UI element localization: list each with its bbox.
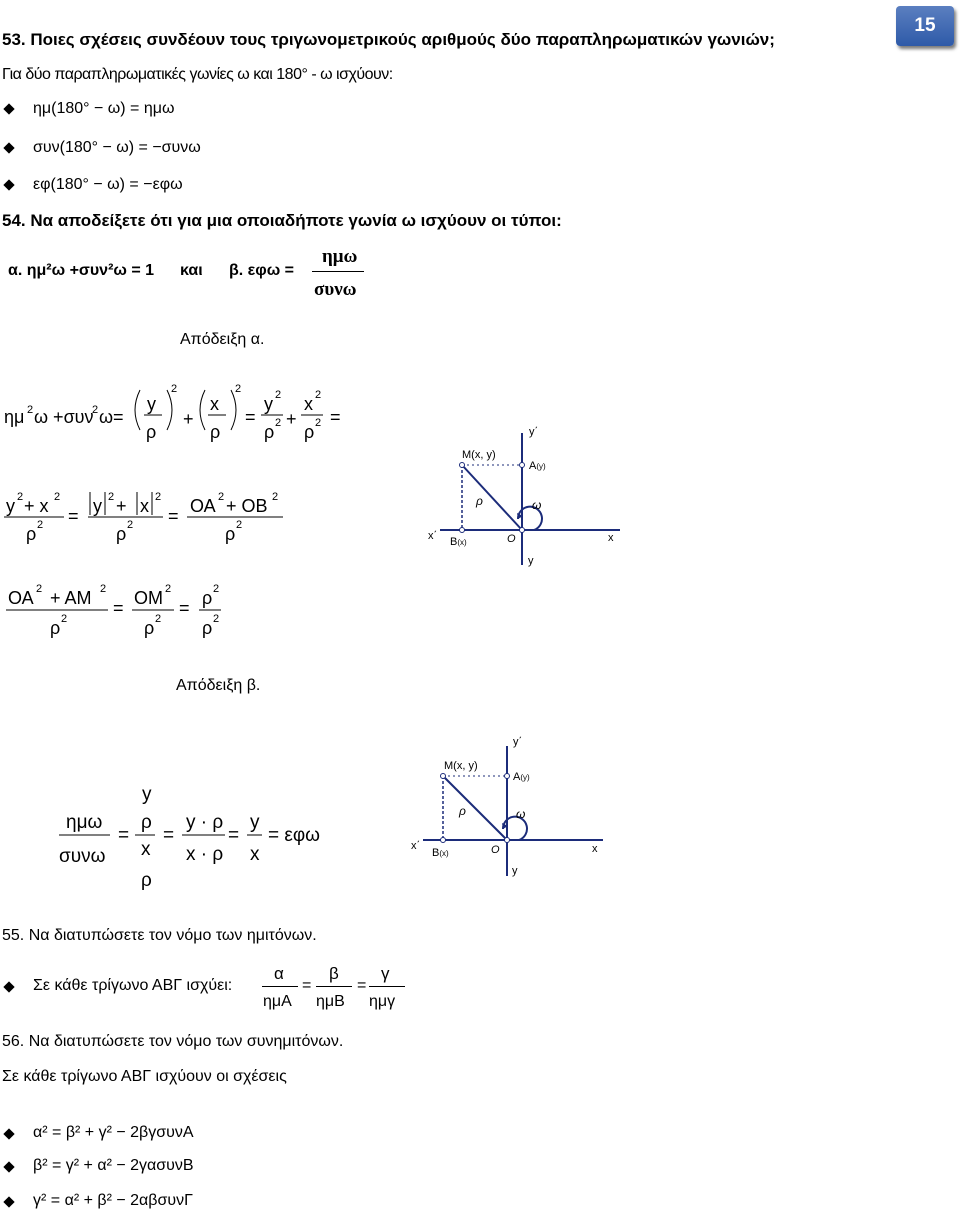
- svg-text:=: =: [168, 506, 179, 526]
- svg-text:=: =: [245, 407, 256, 427]
- svg-text:2: 2: [315, 389, 322, 401]
- label-x-axis: x: [608, 532, 614, 544]
- svg-text:ρ: ρ: [304, 422, 315, 442]
- svg-text:ρ: ρ: [202, 618, 213, 638]
- svg-text:ΟΑ: ΟΑ: [190, 496, 216, 516]
- svg-text:+: +: [116, 496, 127, 516]
- svg-text:2: 2: [100, 583, 107, 595]
- svg-text:y: y: [142, 784, 152, 805]
- fraction-line: [312, 271, 364, 272]
- svg-text:y: y: [147, 394, 156, 414]
- bullet-icon: [3, 1128, 14, 1139]
- q56-intro: Σε κάθε τρίγωνο ΑΒΓ ισχύουν οι σχέσεις: [2, 1068, 287, 1085]
- svg-text:συνω: συνω: [59, 846, 106, 867]
- fraction-line: [369, 986, 405, 987]
- svg-text:2: 2: [36, 583, 43, 595]
- svg-text:2: 2: [213, 613, 220, 625]
- svg-text:2: 2: [127, 519, 134, 531]
- svg-text:ρ: ρ: [146, 422, 157, 442]
- svg-text:=: =: [228, 825, 240, 846]
- svg-text:=: =: [113, 598, 124, 618]
- svg-text:+: +: [286, 409, 297, 429]
- q53-item-3: εφ(180° − ω) = −εφω: [33, 176, 183, 193]
- svg-text:x: x: [210, 394, 219, 414]
- q55-title: 55. Να διατυπώσετε τον νόμο των ημιτόνων.: [2, 927, 317, 944]
- label-point-m: M(x, y): [462, 449, 496, 461]
- svg-text:y: y: [250, 812, 260, 833]
- equals-sign: =: [357, 977, 367, 994]
- svg-text:2: 2: [236, 519, 243, 531]
- label-y-axis: y: [528, 555, 534, 567]
- label-point-m: M(x, y): [444, 760, 478, 772]
- proof-a-equations: [0, 375, 420, 655]
- proof-b-equation: [55, 780, 345, 900]
- svg-text:2: 2: [108, 491, 115, 503]
- equals-sign: =: [302, 977, 312, 994]
- svg-text:x · ρ: x · ρ: [186, 844, 224, 865]
- svg-text:ρ: ρ: [141, 870, 152, 891]
- svg-text:x: x: [140, 496, 149, 516]
- svg-text:ΟΜ: ΟΜ: [134, 588, 163, 608]
- q54-frac-den: συνω: [314, 279, 357, 300]
- svg-text:=: =: [179, 598, 190, 618]
- svg-text:y: y: [6, 496, 15, 516]
- label-x-neg: x΄: [411, 840, 421, 852]
- q55-num-c: γ: [381, 964, 390, 983]
- unit-circle-diagram-1: [420, 415, 620, 575]
- q56-title: 56. Να διατυπώσετε τον νόμο των συνημιτόνων.: [2, 1033, 344, 1050]
- label-y-axis: y: [512, 865, 518, 877]
- bullet-icon: [3, 142, 14, 153]
- q56-item-3: γ² = α² + β² − 2αβσυνΓ: [33, 1192, 193, 1209]
- bullet-icon: [3, 103, 14, 114]
- label-y-neg: y΄: [513, 736, 523, 748]
- proof-b-title: Απόδειξη β.: [176, 677, 261, 694]
- label-x-axis: x: [592, 843, 598, 855]
- label-point-b: B(x): [450, 536, 467, 548]
- q53-intro: Για δύο παραπληρωματικές γωνίες ω και 180° - ω ισχύουν:: [2, 66, 393, 83]
- svg-text:ημ: ημ: [4, 407, 25, 427]
- svg-text:ρ: ρ: [26, 524, 37, 544]
- bullet-icon: [3, 1161, 14, 1172]
- label-rho: ρ: [476, 494, 483, 508]
- svg-text:2: 2: [275, 389, 282, 401]
- svg-text:2: 2: [37, 519, 44, 531]
- svg-text:2: 2: [213, 583, 220, 595]
- svg-text:=: =: [68, 506, 79, 526]
- q54-and: και: [180, 262, 203, 279]
- bullet-icon: [3, 1196, 14, 1207]
- label-rho: ρ: [459, 804, 466, 818]
- svg-text:+ ΟΒ: + ΟΒ: [226, 496, 268, 516]
- q55-intro: Σε κάθε τρίγωνο ΑΒΓ ισχύει:: [33, 977, 233, 994]
- svg-text:x: x: [304, 394, 313, 414]
- svg-text:ρ: ρ: [210, 422, 221, 442]
- q56-item-1: α² = β² + γ² − 2βγσυνΑ: [33, 1124, 194, 1141]
- page-number-badge: 15: [896, 6, 954, 46]
- q55-den-b: ημΒ: [316, 993, 345, 1010]
- svg-text:ω +συν: ω +συν: [34, 407, 94, 427]
- svg-text:2: 2: [92, 404, 99, 416]
- svg-text:2: 2: [165, 583, 172, 595]
- svg-text:2: 2: [315, 417, 322, 429]
- svg-text:x: x: [250, 844, 260, 865]
- q54-part-a: α. ημ²ω +συν²ω = 1: [8, 262, 155, 279]
- label-y-neg: y΄: [529, 426, 539, 438]
- label-point-a: A(y): [513, 771, 530, 783]
- label-omega: ω: [532, 498, 542, 512]
- q55-num-b: β: [329, 964, 339, 983]
- q53-item-2: συν(180° − ω) = −συνω: [33, 139, 201, 156]
- q55-den-a: ημΑ: [263, 993, 292, 1010]
- svg-text:+: +: [183, 409, 194, 429]
- svg-text:= εφω: = εφω: [268, 825, 320, 846]
- svg-text:y · ρ: y · ρ: [186, 812, 224, 833]
- svg-text:=: =: [118, 825, 130, 846]
- svg-text:2: 2: [235, 383, 242, 395]
- label-x-neg: x΄: [428, 530, 438, 542]
- svg-text:2: 2: [54, 491, 61, 503]
- svg-text:2: 2: [61, 613, 68, 625]
- fraction-line: [262, 986, 298, 987]
- svg-text:ρ: ρ: [50, 618, 61, 638]
- svg-text:2: 2: [171, 383, 178, 395]
- q55-num-a: α: [274, 964, 284, 983]
- label-origin: O: [507, 533, 516, 545]
- fraction-line: [316, 986, 352, 987]
- q53-item-1: ημ(180° − ω) = ημω: [33, 100, 175, 117]
- svg-text:2: 2: [155, 613, 162, 625]
- bullet-icon: [3, 179, 14, 190]
- svg-text:=: =: [163, 825, 175, 846]
- svg-text:+ ΑΜ: + ΑΜ: [50, 588, 92, 608]
- svg-text:x: x: [141, 839, 151, 860]
- proof-a-title: Απόδειξη α.: [180, 331, 265, 348]
- q56-item-2: β² = γ² + α² − 2γασυνΒ: [33, 1157, 194, 1174]
- svg-text:2: 2: [17, 491, 24, 503]
- svg-text:ρ: ρ: [141, 812, 152, 833]
- svg-text:ρ: ρ: [202, 588, 213, 608]
- svg-text:ω=: ω=: [99, 407, 124, 427]
- svg-text:ΟΑ: ΟΑ: [8, 588, 34, 608]
- unit-circle-diagram-2: [403, 728, 603, 888]
- svg-text:2: 2: [218, 491, 225, 503]
- svg-text:ρ: ρ: [264, 422, 275, 442]
- bullet-icon: [3, 981, 14, 992]
- q54-part-b: β. εφω =: [229, 262, 294, 279]
- q54-title: 54. Να αποδείξετε ότι για μια οποιαδήποτε γωνία ω ισχύουν οι τύποι:: [2, 211, 562, 230]
- q54-frac-num: ημω: [322, 246, 358, 267]
- svg-text:2: 2: [27, 404, 34, 416]
- label-point-b: B(x): [432, 847, 449, 859]
- label-omega: ω: [516, 807, 526, 821]
- svg-text:ρ: ρ: [144, 618, 155, 638]
- svg-text:+ x: + x: [24, 496, 49, 516]
- label-origin: O: [491, 844, 500, 856]
- label-point-a: A(y): [529, 460, 546, 472]
- svg-text:ρ: ρ: [116, 524, 127, 544]
- svg-text:2: 2: [155, 491, 162, 503]
- svg-text:ημω: ημω: [66, 812, 103, 833]
- svg-text:y: y: [93, 496, 102, 516]
- svg-text:ρ: ρ: [225, 524, 236, 544]
- svg-text:=: =: [330, 407, 341, 427]
- svg-text:2: 2: [275, 417, 282, 429]
- svg-text:2: 2: [272, 491, 279, 503]
- q53-title: 53. Ποιες σχέσεις συνδέουν τους τριγωνομετρικούς αριθμούς δύο παραπληρωματικών γωνιών;: [2, 30, 775, 49]
- q55-den-c: ημγ: [369, 993, 396, 1010]
- svg-text:y: y: [264, 394, 273, 414]
